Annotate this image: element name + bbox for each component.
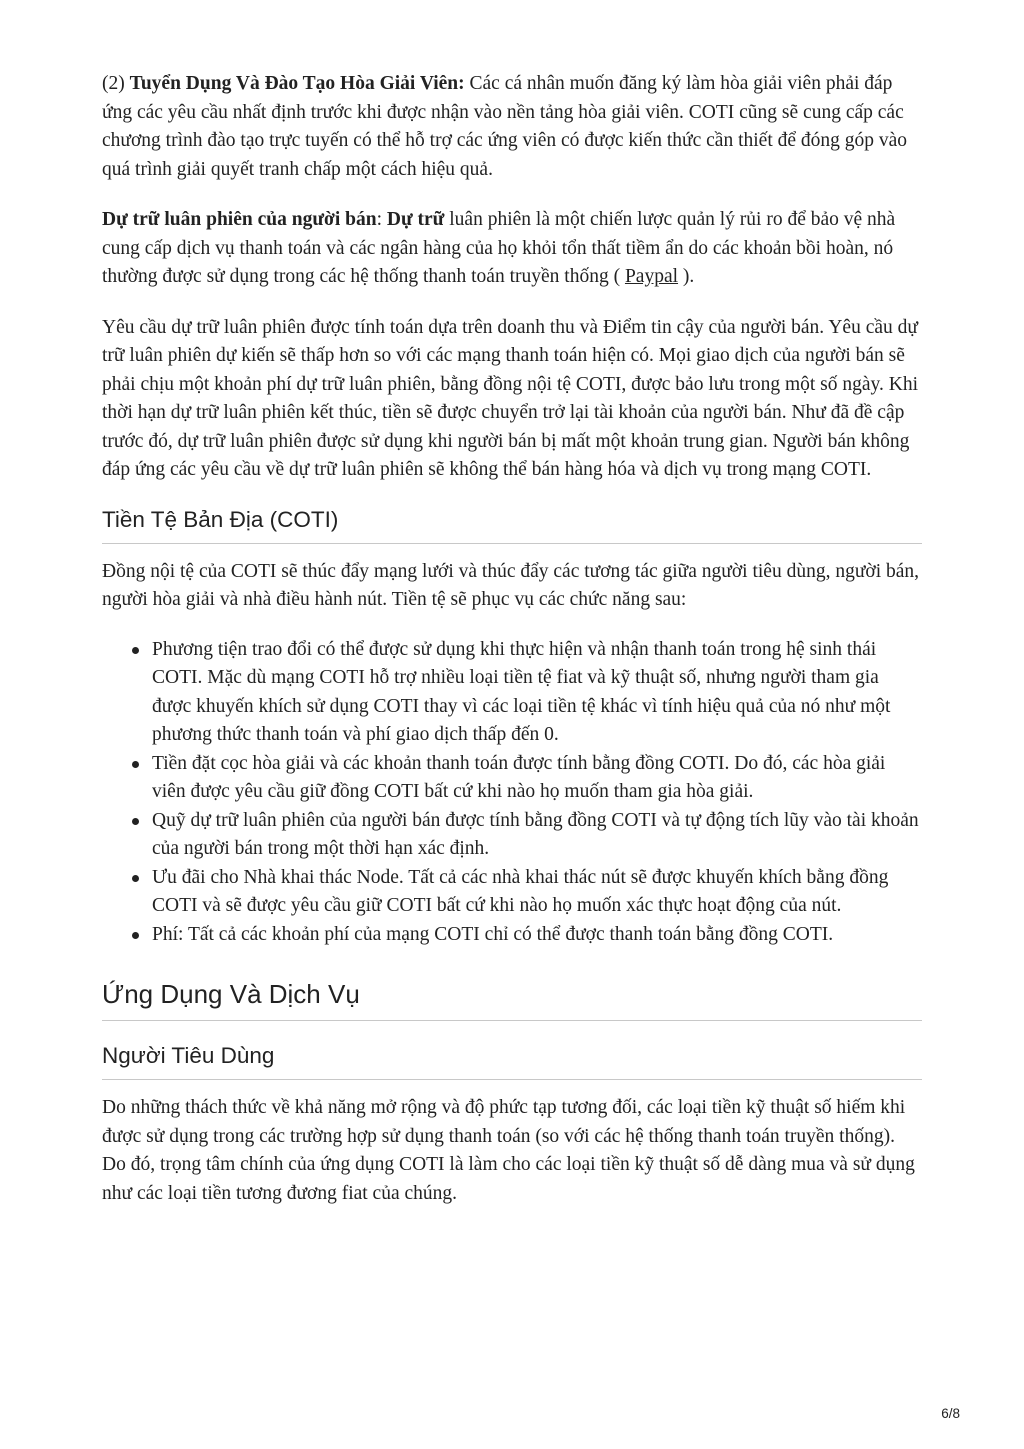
list-item: Phí: Tất cả các khoản phí của mạng COTI chỉ có thể được thanh toán bằng đồng COTI.	[152, 921, 922, 950]
bold-term-reserve: Dự trữ	[386, 209, 445, 230]
bold-heading-mediator-training: Tuyển Dụng Và Đào Tạo Hòa Giải Viên:	[129, 73, 465, 94]
paypal-link[interactable]: Paypal	[624, 266, 679, 287]
currency-functions-list	[102, 636, 922, 950]
list-item: Tiền đặt cọc hòa giải và các khoản thanh toán được tính bằng đồng COTI. Do đó, các hòa giải viên được yêu cầu giữ đồng COTI bất cứ khi nào họ muốn tham gia hòa giải.	[152, 750, 922, 807]
paragraph-reserve-requirements: Yêu cầu dự trữ luân phiên được tính toán dựa trên doanh thu và Điểm tin cậy của người bán. Yêu cầu dự trữ luân phiên dự kiến sẽ thấp hơn so với các mạng thanh toán hiện có. Mọi giao dịch của người bán sẽ phải chịu một khoản phí dự trữ luân phiên, bằng đồng nội tệ COTI, được bảo lưu trong một số ngày. Khi thời hạn dự trữ luân phiên kết thúc, tiền sẽ được chuyển trở lại tài khoản của người bán. Như đã đề cập trước đó, dự trữ luân phiên được sử dụng khi người bán bị mất một khoản trung gian. Người bán không đáp ứng các yêu cầu về dự trữ luân phiên sẽ không thể bán hàng hóa và dịch vụ trong mạng COTI.	[102, 316, 919, 480]
paragraph-mediator-recruitment	[102, 70, 922, 184]
list-item: Quỹ dự trữ luân phiên của người bán được tính bằng đồng COTI và tự động tích lũy vào tài khoản của người bán trong một thời hạn xác định.	[152, 807, 922, 864]
document-body	[102, 70, 922, 1208]
list-item: Phương tiện trao đổi có thể được sử dụng khi thực hiện và nhận thanh toán trong hệ sinh thái COTI. Mặc dù mạng COTI hỗ trợ nhiều loại tiền tệ fiat và kỹ thuật số, nhưng người tham gia được khuyến khích sử dụng COTI thay vì các loại tiền tệ khác vì tính hiệu quả của nó như một phương thức thanh toán và phí giao dịch thấp đến 0.	[152, 636, 922, 750]
section-heading-consumers: Người Tiêu Dùng	[102, 1043, 922, 1080]
list-item: Ưu đãi cho Nhà khai thác Node. Tất cả các nhà khai thác nút sẽ được khuyến khích bằng đồng COTI và sẽ được yêu cầu giữ COTI bất cứ khi nào họ muốn xác thực hoạt động của nút.	[152, 864, 922, 921]
paragraph-currency-intro: Đồng nội tệ của COTI sẽ thúc đẩy mạng lưới và thúc đẩy các tương tác giữa người tiêu dùng, người bán, người hòa giải và nhà điều hành nút. Tiền tệ sẽ phục vụ các chức năng sau:	[102, 560, 920, 610]
section-heading-native-currency: Tiền Tệ Bản Địa (COTI)	[102, 507, 922, 544]
paragraph-prefix: (2)	[102, 73, 130, 94]
paragraph-text: Các cá nhân muốn đăng ký làm hòa giải viên phải đáp ứng các yêu cầu nhất định trước khi được nhận vào nền tảng hòa giải viên. COTI cũng sẽ cung cấp các chương trình đào tạo trực tuyến có thể hỗ trợ các ứng viên có được kiến thức cần thiết để đóng góp vào quá trình giải quyết tranh chấp một cách hiệu quả.	[102, 73, 908, 180]
bold-term-rolling-reserve: Dự trữ luân phiên của người bán	[102, 209, 377, 230]
paragraph-suffix: ).	[678, 266, 695, 287]
section-heading-applications-services: Ứng Dụng Và Dịch Vụ	[102, 979, 922, 1021]
page-number: 6/8	[941, 1406, 960, 1421]
separator: :	[376, 209, 387, 230]
paragraph-rolling-reserve	[102, 206, 922, 292]
paragraph-text: luân phiên là một chiến lược quản lý rủi ro để bảo vệ nhà cung cấp dịch vụ thanh toán và các ngân hàng của họ khỏi tổn thất tiềm ẩn do các khoản bồi hoàn, nó thường được sử dụng trong các hệ thống thanh toán truyền thống (	[102, 209, 896, 287]
paragraph-consumers: Do những thách thức về khả năng mở rộng và độ phức tạp tương đối, các loại tiền kỹ thuật số hiếm khi được sử dụng trong các trường hợp sử dụng thanh toán (so với các hệ thống thanh toán truyền thống). Do đó, trọng tâm chính của ứng dụng COTI là làm cho các loại tiền kỹ thuật số dễ dàng mua và sử dụng như các loại tiền tương đương fiat của chúng.	[102, 1097, 915, 1204]
